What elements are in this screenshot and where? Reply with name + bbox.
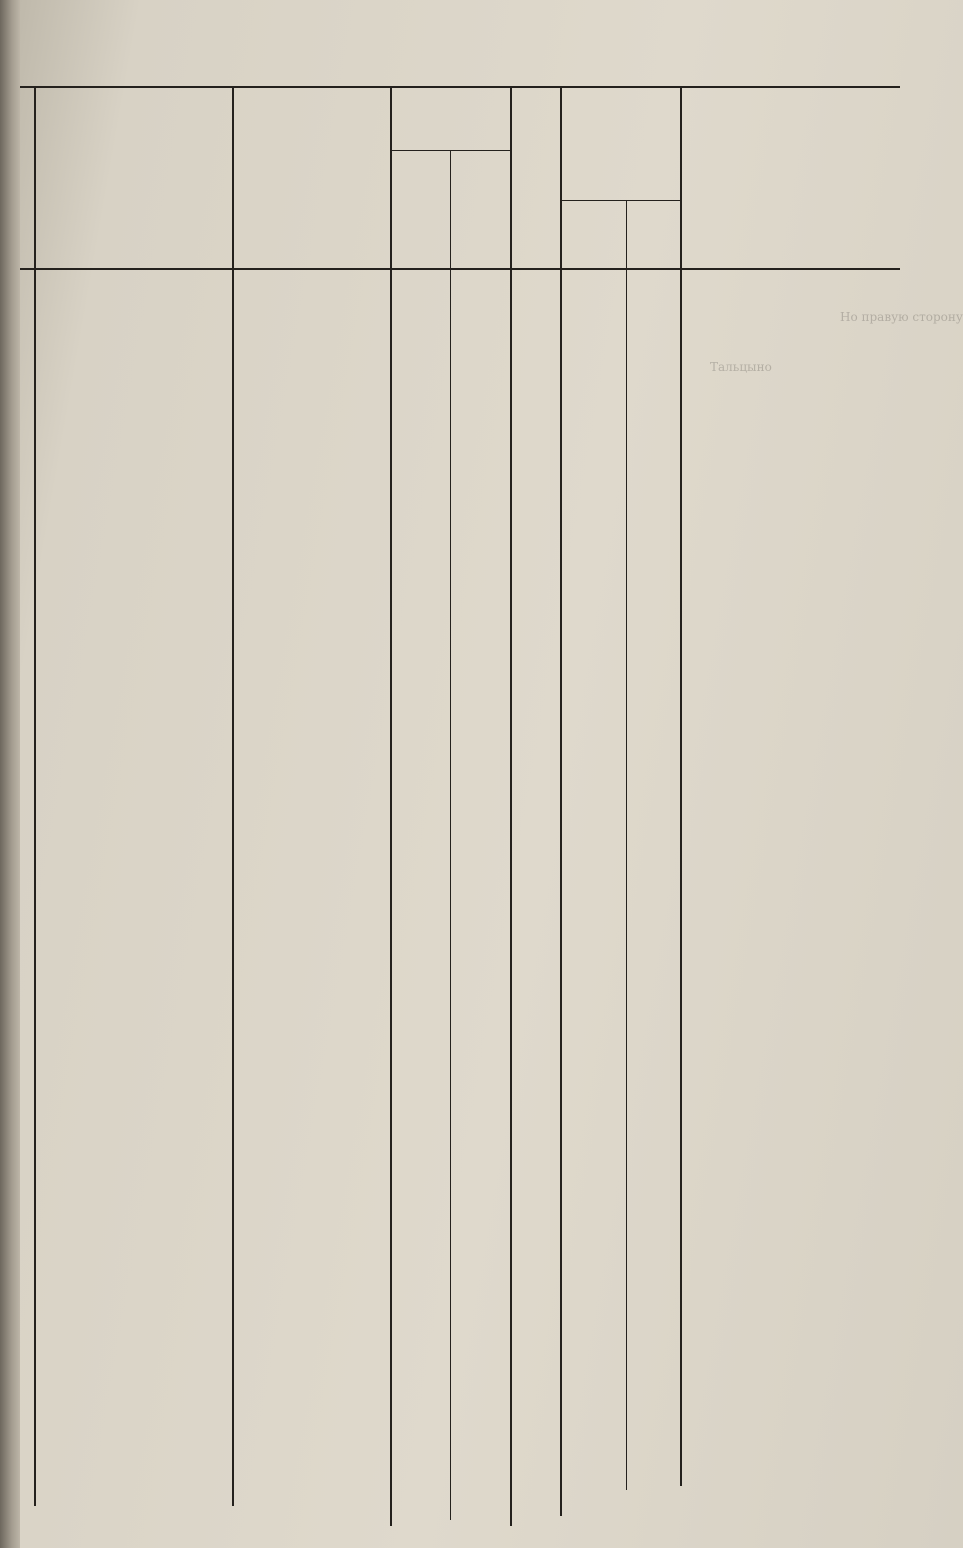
table-top-rule bbox=[20, 86, 900, 88]
col-rule bbox=[626, 200, 627, 1490]
col-rule bbox=[450, 150, 451, 1520]
col-rule bbox=[560, 86, 562, 1516]
bleed-through-text: Тальцыно bbox=[710, 360, 772, 374]
subhead-rule bbox=[560, 200, 680, 201]
col-rule bbox=[390, 86, 392, 1526]
bleed-through-text: Но правую сторону bbox=[840, 310, 963, 324]
col-rule bbox=[232, 86, 234, 1506]
page bbox=[20, 0, 963, 1548]
header-bottom-rule bbox=[20, 268, 900, 270]
col-rule bbox=[680, 86, 682, 1486]
subhead-rule bbox=[390, 150, 510, 151]
col-rule bbox=[510, 86, 512, 1526]
col-rule bbox=[34, 86, 36, 1506]
book-spine bbox=[0, 0, 20, 1548]
